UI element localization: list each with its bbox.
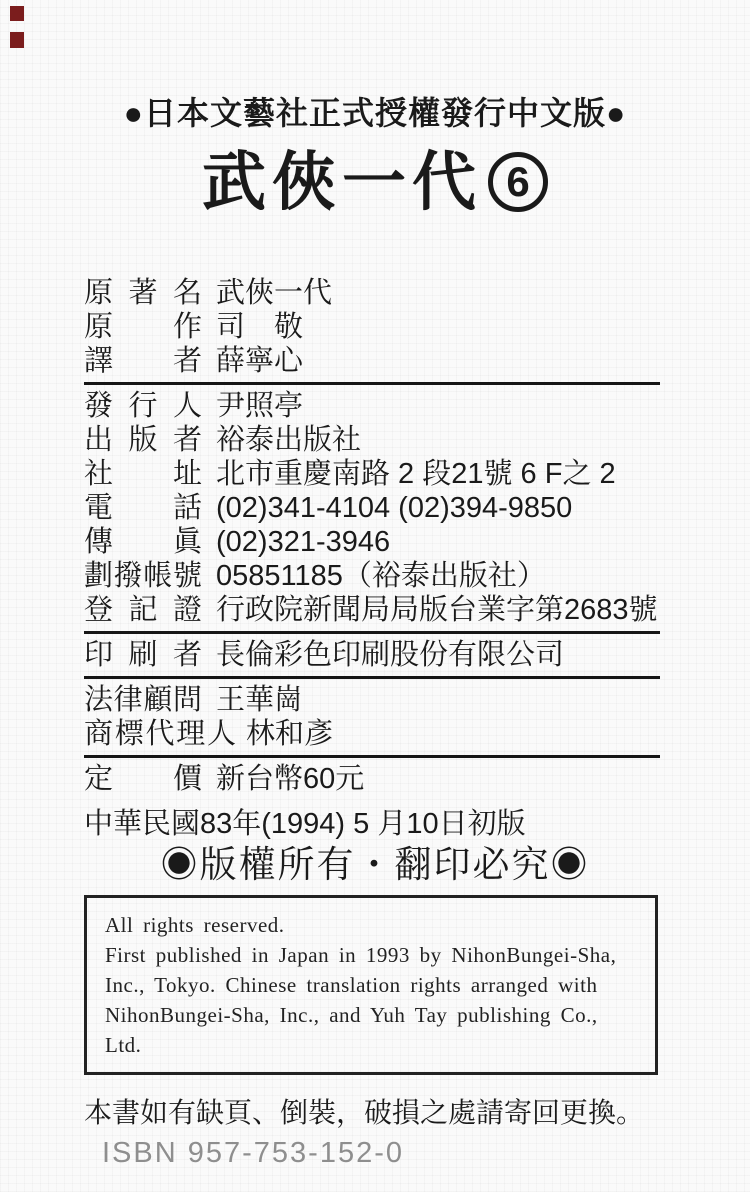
table-row (84, 344, 660, 378)
table-row (84, 559, 660, 593)
row-value: 05851185（裕泰出版社） (216, 560, 546, 592)
table-row (84, 389, 660, 423)
rights-line: All rights reserved. (105, 913, 285, 937)
section-legal (84, 676, 660, 755)
row-label: 印刷者 (84, 639, 202, 671)
row-label: 社址 (84, 458, 202, 490)
volume-badge (488, 152, 548, 212)
row-label: 出版者 (84, 424, 202, 456)
row-value: (02)321-3946 (216, 526, 391, 558)
edition-date-line: 中華民國83年(1994) 5 月10日初版 (84, 808, 526, 840)
row-value: 新台幣60元 (216, 763, 365, 795)
book-title: 武俠一代 (202, 146, 482, 218)
isbn: ISBN 957-753-152-0 (102, 1137, 404, 1169)
table-row (84, 423, 660, 457)
copyright-notice: ◉版權所有・翻印必究◉ (160, 844, 590, 885)
row-label: 劃撥帳號 (84, 560, 202, 592)
table-row (84, 593, 660, 627)
table-row (84, 276, 660, 310)
row-label: 法律顧問 (84, 684, 202, 716)
row-label: 原作 (84, 311, 202, 343)
row-label: 商標代理人 (84, 718, 236, 750)
row-label: 發行人 (84, 390, 202, 422)
row-value: 長倫彩色印刷股份有限公司 (216, 639, 565, 671)
row-value: 武俠一代 (216, 277, 333, 309)
row-label: 登記證 (84, 594, 202, 626)
row-label: 定價 (84, 763, 202, 795)
table-row (84, 491, 660, 525)
section-publisher (84, 382, 660, 631)
row-label: 原著名 (84, 277, 202, 309)
rights-line: First published in Japan in 1993 by NihonBungei-Sha, (105, 943, 617, 967)
row-value: 行政院新聞局局版台業字第2683號 (216, 594, 658, 626)
row-value: 林和彥 (246, 718, 334, 750)
section-price (84, 755, 660, 800)
row-value: 薛寧心 (216, 345, 304, 377)
volume-number: 6 (506, 158, 530, 205)
section-printer (84, 631, 660, 676)
rights-statement-box (84, 895, 658, 1075)
return-notice: 本書如有缺頁、倒裝，破損之處請寄回更換。 (84, 1097, 645, 1128)
table-row (84, 717, 660, 751)
row-label: 譯者 (84, 345, 202, 377)
row-value: (02)341-4104 (02)394-9850 (216, 492, 573, 524)
row-value: 王華崗 (216, 684, 304, 716)
section-original-work (84, 272, 660, 382)
row-label: 電話 (84, 492, 202, 524)
colophon-table (84, 272, 660, 800)
table-row (84, 683, 660, 717)
table-row (84, 310, 660, 344)
row-label: 傳眞 (84, 526, 202, 558)
rights-line: Ltd. (105, 1033, 142, 1057)
rights-line: Inc., Tokyo. Chinese translation rights arranged with (105, 973, 598, 997)
row-value: 尹照亭 (216, 390, 304, 422)
license-note: ●日本文藝社正式授權發行中文版● (123, 95, 627, 131)
rights-line: NihonBungei-Sha, Inc., and Yuh Tay publishing Co., (105, 1003, 598, 1027)
row-value: 司 敬 (216, 311, 304, 343)
table-row (84, 762, 660, 796)
scan-corner-mark (10, 6, 24, 21)
table-row (84, 457, 660, 491)
table-row (84, 525, 660, 559)
scan-corner-mark (10, 32, 24, 48)
row-value: 北市重慶南路 2 段21號 6 F之 2 (216, 458, 616, 490)
table-row (84, 638, 660, 672)
row-value: 裕泰出版社 (216, 424, 362, 456)
title-row (0, 142, 750, 222)
